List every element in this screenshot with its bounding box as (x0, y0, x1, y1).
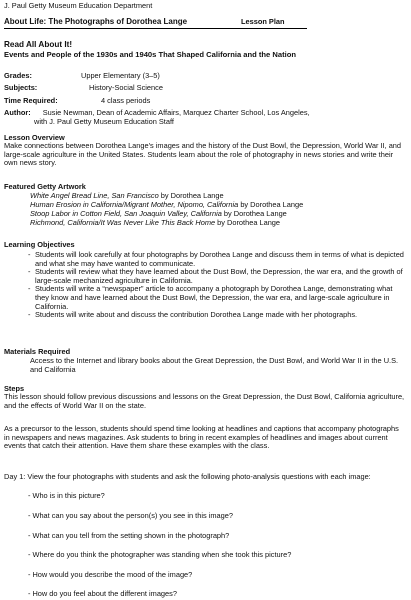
artwork-heading: Featured Getty Artwork (4, 182, 86, 191)
artwork-artist: by Dorothea Lange (238, 200, 304, 209)
subjects-label: Subjects: (4, 83, 38, 92)
lesson-subheading: Events and People of the 1930s and 1940s That Shaped California and the Nation (4, 50, 297, 59)
question-item: - Where do you think the photographer was standing when she took this picture? (28, 550, 292, 559)
author-block (4, 109, 409, 126)
time-value: 4 class periods (101, 96, 151, 105)
artwork-artist: by Dorothea Lange (215, 218, 281, 227)
author-line-2: with J. Paul Getty Museum Education Staff (34, 116, 174, 126)
title-bar (4, 18, 307, 29)
question-item: - How would you describe the mood of the image? (28, 570, 193, 579)
artwork-artist: by Dorothea Lange (221, 209, 287, 218)
question-text: How would you describe the mood of the image? (32, 570, 193, 579)
steps-precursor: As a precursor to the lesson, students should spend time looking at headlines and captions that accompany photographs in newspapers and news magazines. Ask students to bring in recent examples of headlines and images about current events that catch their attention. Have them share these examples with the class. (4, 424, 399, 451)
question-item: - What can you say about the person(s) you see in this image? (28, 511, 233, 520)
artwork-title: Human Erosion in California/Migrant Mother, Nipomo, California (30, 200, 239, 209)
materials-text: Access to the Internet and library books about the Great Depression, the Dust Bowl, and World War II in the U.S. and California (30, 356, 399, 374)
artwork-item (30, 219, 280, 228)
overview-heading: Lesson Overview (4, 133, 65, 142)
objectives-heading: Learning Objectives (4, 240, 75, 249)
grades-value: Upper Elementary (3–5) (81, 71, 160, 80)
objective-item: - Students will review what they have learned about the Dust Bowl, the Depression, the war era, and the growth of large-scale mechanized agriculture in California. (30, 268, 406, 285)
day1-text: Day 1: View the four photographs with students and ask the following photo-analysis questions with each image: (4, 472, 371, 481)
author-line-1: Susie Newman, Dean of Academic Affairs, Marquez Charter School, Los Angeles, (42, 108, 310, 117)
artwork-title: White Angel Bread Line, San Francisco (30, 191, 159, 200)
department-name: J. Paul Getty Museum Education Department (4, 1, 153, 10)
question-item: - Who is in this picture? (28, 491, 105, 500)
artwork-title: Stoop Labor in Cotton Field, San Joaquin Valley, California (30, 209, 222, 218)
overview-text: Make connections between Dorothea Lange's images and the history of the Dust Bowl, the Depression, World War II, and large-scale agriculture in the United States. Students learn about the role of photography in news stories and write their own news story. (4, 141, 402, 168)
grades-label: Grades: (4, 71, 32, 80)
document-title: About Life: The Photographs of Dorothea Lange (4, 17, 188, 26)
materials-heading: Materials Required (4, 347, 71, 356)
question-text: What can you tell from the setting shown in the photograph? (32, 531, 230, 540)
objective-item: - Students will write about and discuss the contribution Dorothea Lange made with her photographs. (30, 311, 406, 320)
time-label: Time Required: (4, 96, 58, 105)
artwork-artist: by Dorothea Lange (158, 191, 224, 200)
author-label: Author: (4, 108, 31, 117)
steps-intro: This lesson should follow previous discussions and lessons on the Great Depression, the Dust Bowl, California agriculture, and the effects of World War II on the state. (4, 392, 405, 410)
objective-item: - Students will look carefully at four photographs by Dorothea Lange and discuss them in terms of what is depicted and what she may have wanted to communicate. (30, 251, 406, 268)
artwork-title: Richmond, California/It Was Never Like This Back Home (30, 218, 216, 227)
objectives-list (30, 251, 406, 320)
question-text: Where do you think the photographer was standing when she took this picture? (32, 550, 292, 559)
steps-heading: Steps (4, 384, 25, 393)
question-text: Who is in this picture? (32, 491, 105, 500)
objective-item: - Students will write a “newspaper” article to accompany a photograph by Dorothea Lange, demonstrating what they know and have learned about the Dust Bowl, the Depression, the war era, and large-scale agriculture in California. (30, 285, 406, 311)
question-item: - What can you tell from the setting shown in the photograph? (28, 531, 230, 540)
lesson-plan-label: Lesson Plan (241, 17, 285, 26)
question-text: What can you say about the person(s) you see in this image? (32, 511, 233, 520)
question-text: How do you feel about the different images? (32, 589, 177, 598)
subjects-value: History-Social Science (89, 83, 163, 92)
lesson-heading: Read All About It! (4, 40, 73, 49)
question-item: - How do you feel about the different images? (28, 589, 177, 598)
day1-instructions (4, 473, 400, 482)
